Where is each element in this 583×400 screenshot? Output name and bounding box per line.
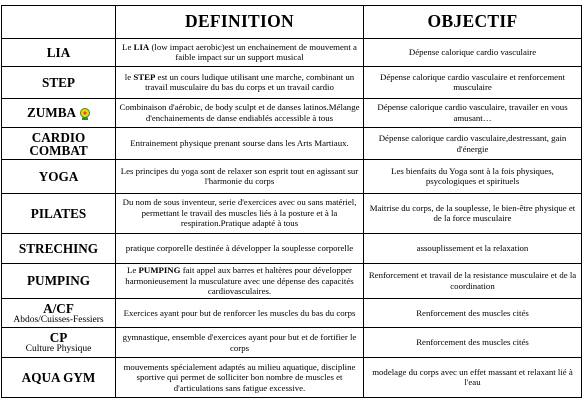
activity-name [2,298,116,328]
definition-text-prefix: le [124,71,134,82]
activity-name-label: STEP [42,74,75,90]
activity-definition: Exercices ayant pour but de renforcer les muscles du bas du corps [116,298,364,328]
table-row [2,357,582,397]
activity-objectif: Renforcement des muscles cités [364,328,582,358]
header-definition: DEFINITION [116,6,364,39]
activity-name-label: PILATES [30,205,87,221]
table-row [2,159,582,193]
definition-text: fait appel aux barres et haltères pour développer harmonieusement la musculature avec une dépense des capacités cardiovasculaires. [125,265,354,297]
activity-name [2,328,116,358]
activity-name-label: AQUA GYM [21,369,96,385]
activity-definition [116,264,364,299]
definition-text: est un cours ludique utilisant une marche, combinant un travail musculaire du bas du corps et un travail cardio [145,71,355,93]
activity-name-subtitle: Culture Physique [25,344,92,355]
activity-definition: mouvements spécialement adaptés au milieu aquatique, discipline sportive qui permet de solliciter bon nombre de muscles et d'articulations sans fatigue excessive. [116,357,364,397]
activity-definition [116,67,364,99]
activity-objectif: Renforcement et travail de la resistance musculaire et de la coordination [364,264,582,299]
activity-name [2,128,116,160]
header-objectif: OBJECTIF [364,6,582,39]
definition-text: (low impact aerobic)est un enchainement de mouvement a faible impact sur un support musical [149,41,357,63]
table-row [2,298,582,328]
activity-name [2,264,116,299]
header-row [2,6,582,39]
table-row [2,38,582,66]
table-row [2,67,582,99]
table-row [2,233,582,264]
activity-name-subtitle: Abdos/Cuisses-Fessiers [13,314,104,325]
activity-name-label: STRECHING [18,240,99,256]
definition-text-prefix: Le [122,41,134,52]
activity-name [2,357,116,397]
definition-text-bold: STEP [133,71,156,82]
activity-name-label: ZUMBA [26,104,77,120]
activity-definition: Combinaison d'aérobic, de body sculpt et de danses latinos.Mélange d'enchainements de danse endiablés accessible à tous [116,98,364,128]
zumba-logo-icon [80,108,90,120]
table-row [2,128,582,160]
activity-definition: pratique corporelle destinée à développer la souplesse corporelle [116,233,364,264]
activity-name [2,67,116,99]
activity-name [2,159,116,193]
activity-objectif: Renforcement des muscles cités [364,298,582,328]
activity-name-label: YOGA [38,168,79,184]
definition-text-bold: LIA [133,41,150,52]
table-row [2,264,582,299]
activity-objectif: Dépense calorique cardio vasculaire et renforcement musculaire [364,67,582,99]
activity-name-label: A/CF [43,300,74,316]
activity-name-label: CP [49,330,68,346]
activity-definition: Les principes du yoga sont de relaxer son esprit tout en agissant sur l'harmonie du corps [116,159,364,193]
activity-objectif: Dépense calorique cardio vasculaire [364,38,582,66]
activity-objectif: Dépense calorique cardio vasculaire, travailer en vous amusant… [364,98,582,128]
activity-objectif: modelage du corps avec un effet massant et relaxant lié à l'eau [364,357,582,397]
definition-text-bold: PUMPING [138,265,181,276]
activity-definition: gymnastique, ensemble d'exercices ayant pour but et de fortifier le corps [116,328,364,358]
activity-name-label: LIA [46,44,71,60]
table-row [2,98,582,128]
activities-table [1,5,582,398]
activity-name [2,233,116,264]
activity-definition: Entrainement physique prenant sourse dans les Arts Martiaux. [116,128,364,160]
activity-name-label: CARDIO COMBAT [29,129,88,158]
activity-name [2,193,116,233]
activity-name [2,38,116,66]
activity-objectif: Les bienfaits du Yoga sont à la fois physiques, psycologiques et spirituels [364,159,582,193]
definition-text-prefix: Le [127,265,139,276]
activity-name-label: PUMPING [27,273,90,289]
activity-objectif: Dépense calorique cardio vasculaire,destressant, gain d'énergie [364,128,582,160]
activity-objectif: Maitrise du corps, de la souplesse, le bien-être physique et de la force musculaire [364,193,582,233]
table-row [2,193,582,233]
header-empty-cell [2,6,116,39]
table-row [2,328,582,358]
activity-definition [116,38,364,66]
activity-objectif: assouplissement et la relaxation [364,233,582,264]
activity-name [2,98,116,128]
activity-definition: Du nom de sous inventeur, serie d'exercices avec ou sans matériel, permettant le travail des muscles liés à la posture et à la respiration.Pratique adapté à tous [116,193,364,233]
